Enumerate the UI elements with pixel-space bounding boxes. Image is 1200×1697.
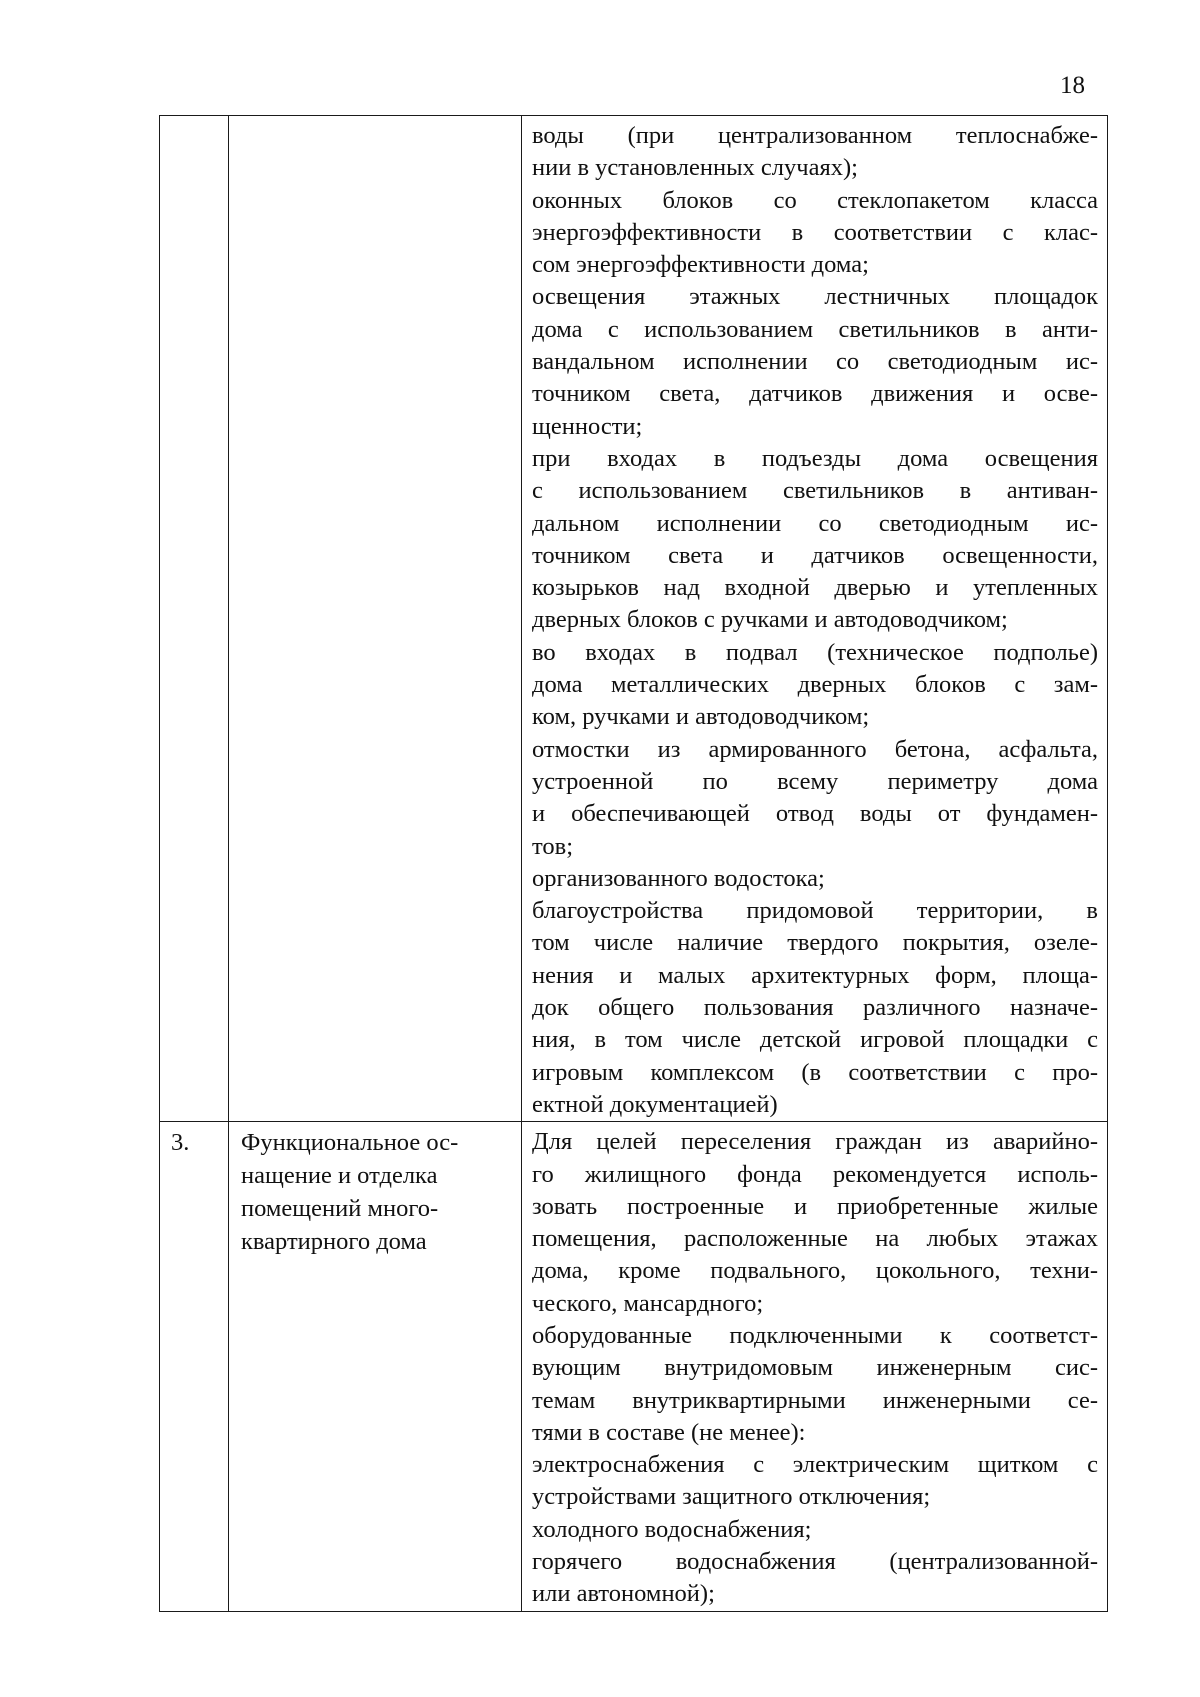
description-line: во входах в подвал (техническое подполье)	[532, 638, 1098, 666]
row-number	[160, 116, 228, 120]
description-line: ния, в том числе детской игровой площадки с	[532, 1026, 1098, 1054]
description-line: энергоэффективности в соответствии с клас-	[532, 218, 1098, 246]
description-line: ческого, мансардного;	[532, 1289, 764, 1317]
description-line: нии в установленных случаях);	[532, 154, 858, 182]
description-line: козырьков над входной дверью и утепленных	[532, 574, 1098, 602]
description-line: вующим внутридомовым инженерным сис-	[532, 1354, 1098, 1382]
row-name-line: Функциональное ос-	[241, 1129, 459, 1157]
description-line: отмостки из армированного бетона, асфальта,	[532, 735, 1098, 763]
description-line: ком, ручками и автодоводчиком;	[532, 703, 870, 731]
description-line: Для целей переселения граждан из аварийно-	[532, 1128, 1098, 1156]
table-row	[160, 116, 1108, 1122]
description-line: зовать построенные и приобретенные жилые	[532, 1192, 1098, 1220]
page-number: 18	[1060, 72, 1085, 99]
row-description-cell	[522, 1122, 1108, 1611]
description-line: дверных блоков с ручками и автодоводчиком;	[532, 606, 1008, 634]
description-line: горячего водоснабжения (централизованной-	[532, 1548, 1098, 1576]
description-line: освещения этажных лестничных площадок	[532, 283, 1098, 311]
description-line: электроснабжения с электрическим щитком с	[532, 1451, 1098, 1479]
description-line: или автономной);	[532, 1580, 715, 1608]
description-line: дома, кроме подвального, цокольного, техни-	[532, 1257, 1098, 1285]
row-name-line: нащение и отделка	[241, 1162, 438, 1190]
row-name	[229, 116, 521, 120]
description-line: оборудованные подключенными к соответст-	[532, 1321, 1098, 1349]
row-name-cell	[229, 1122, 522, 1611]
row-description	[522, 1122, 1107, 1610]
description-line: оконных блоков со стеклопакетом класса	[532, 186, 1098, 214]
description-line: дома с использованием светильников в анти-	[532, 315, 1098, 343]
row-description	[522, 116, 1107, 1121]
description-line: док общего пользования различного назначе-	[532, 994, 1098, 1022]
description-line: устроенной по всему периметру дома	[532, 767, 1098, 795]
row-number-cell	[160, 116, 229, 1122]
description-line: сом энергоэффективности дома;	[532, 251, 869, 279]
description-line: том числе наличие твердого покрытия, озеле-	[532, 929, 1098, 957]
description-line: темам внутриквартирными инженерными се-	[532, 1386, 1098, 1414]
row-name-cell	[229, 116, 522, 1122]
description-line: устройствами защитного отключения;	[532, 1483, 931, 1511]
description-line: ектной документацией)	[532, 1090, 778, 1118]
description-line: организованного водостока;	[532, 864, 825, 892]
row-number: 3.	[171, 1129, 190, 1157]
description-line: щенности;	[532, 412, 643, 440]
description-line: и обеспечивающей отвод воды от фундамен-	[532, 800, 1098, 828]
table-row	[160, 1122, 1108, 1611]
description-line: дома металлических дверных блоков с зам-	[532, 671, 1098, 699]
description-line: тями в составе (не менее):	[532, 1418, 806, 1446]
description-line: с использованием светильников в антиван-	[532, 477, 1098, 505]
description-line: точником света, датчиков движения и осве-	[532, 380, 1098, 408]
description-line: точником света и датчиков освещенности,	[532, 541, 1098, 569]
description-line: помещения, расположенные на любых этажах	[532, 1225, 1098, 1253]
description-line: дальном исполнении со светодиодным ис-	[532, 509, 1098, 537]
description-line: вандальном исполнении со светодиодным ис-	[532, 348, 1098, 376]
row-description-cell	[522, 116, 1108, 1122]
row-name	[229, 1122, 521, 1258]
description-line: воды (при централизованном теплоснабже-	[532, 122, 1098, 149]
description-line: холодного водоснабжения;	[532, 1515, 812, 1543]
description-line: благоустройства придомовой территории, в	[532, 897, 1098, 925]
row-name-line: помещений много-	[241, 1195, 439, 1223]
requirements-table	[159, 115, 1108, 1612]
description-line: нения и малых архитектурных форм, площа-	[532, 961, 1098, 989]
description-line: при входах в подъезды дома освещения	[532, 444, 1098, 472]
description-line: игровым комплексом (в соответствии с про-	[532, 1058, 1098, 1086]
row-number-cell	[160, 1122, 229, 1611]
description-line: го жилищного фонда рекомендуется исполь-	[532, 1160, 1098, 1188]
row-name-line: квартирного дома	[241, 1228, 427, 1256]
description-line: тов;	[532, 832, 574, 860]
